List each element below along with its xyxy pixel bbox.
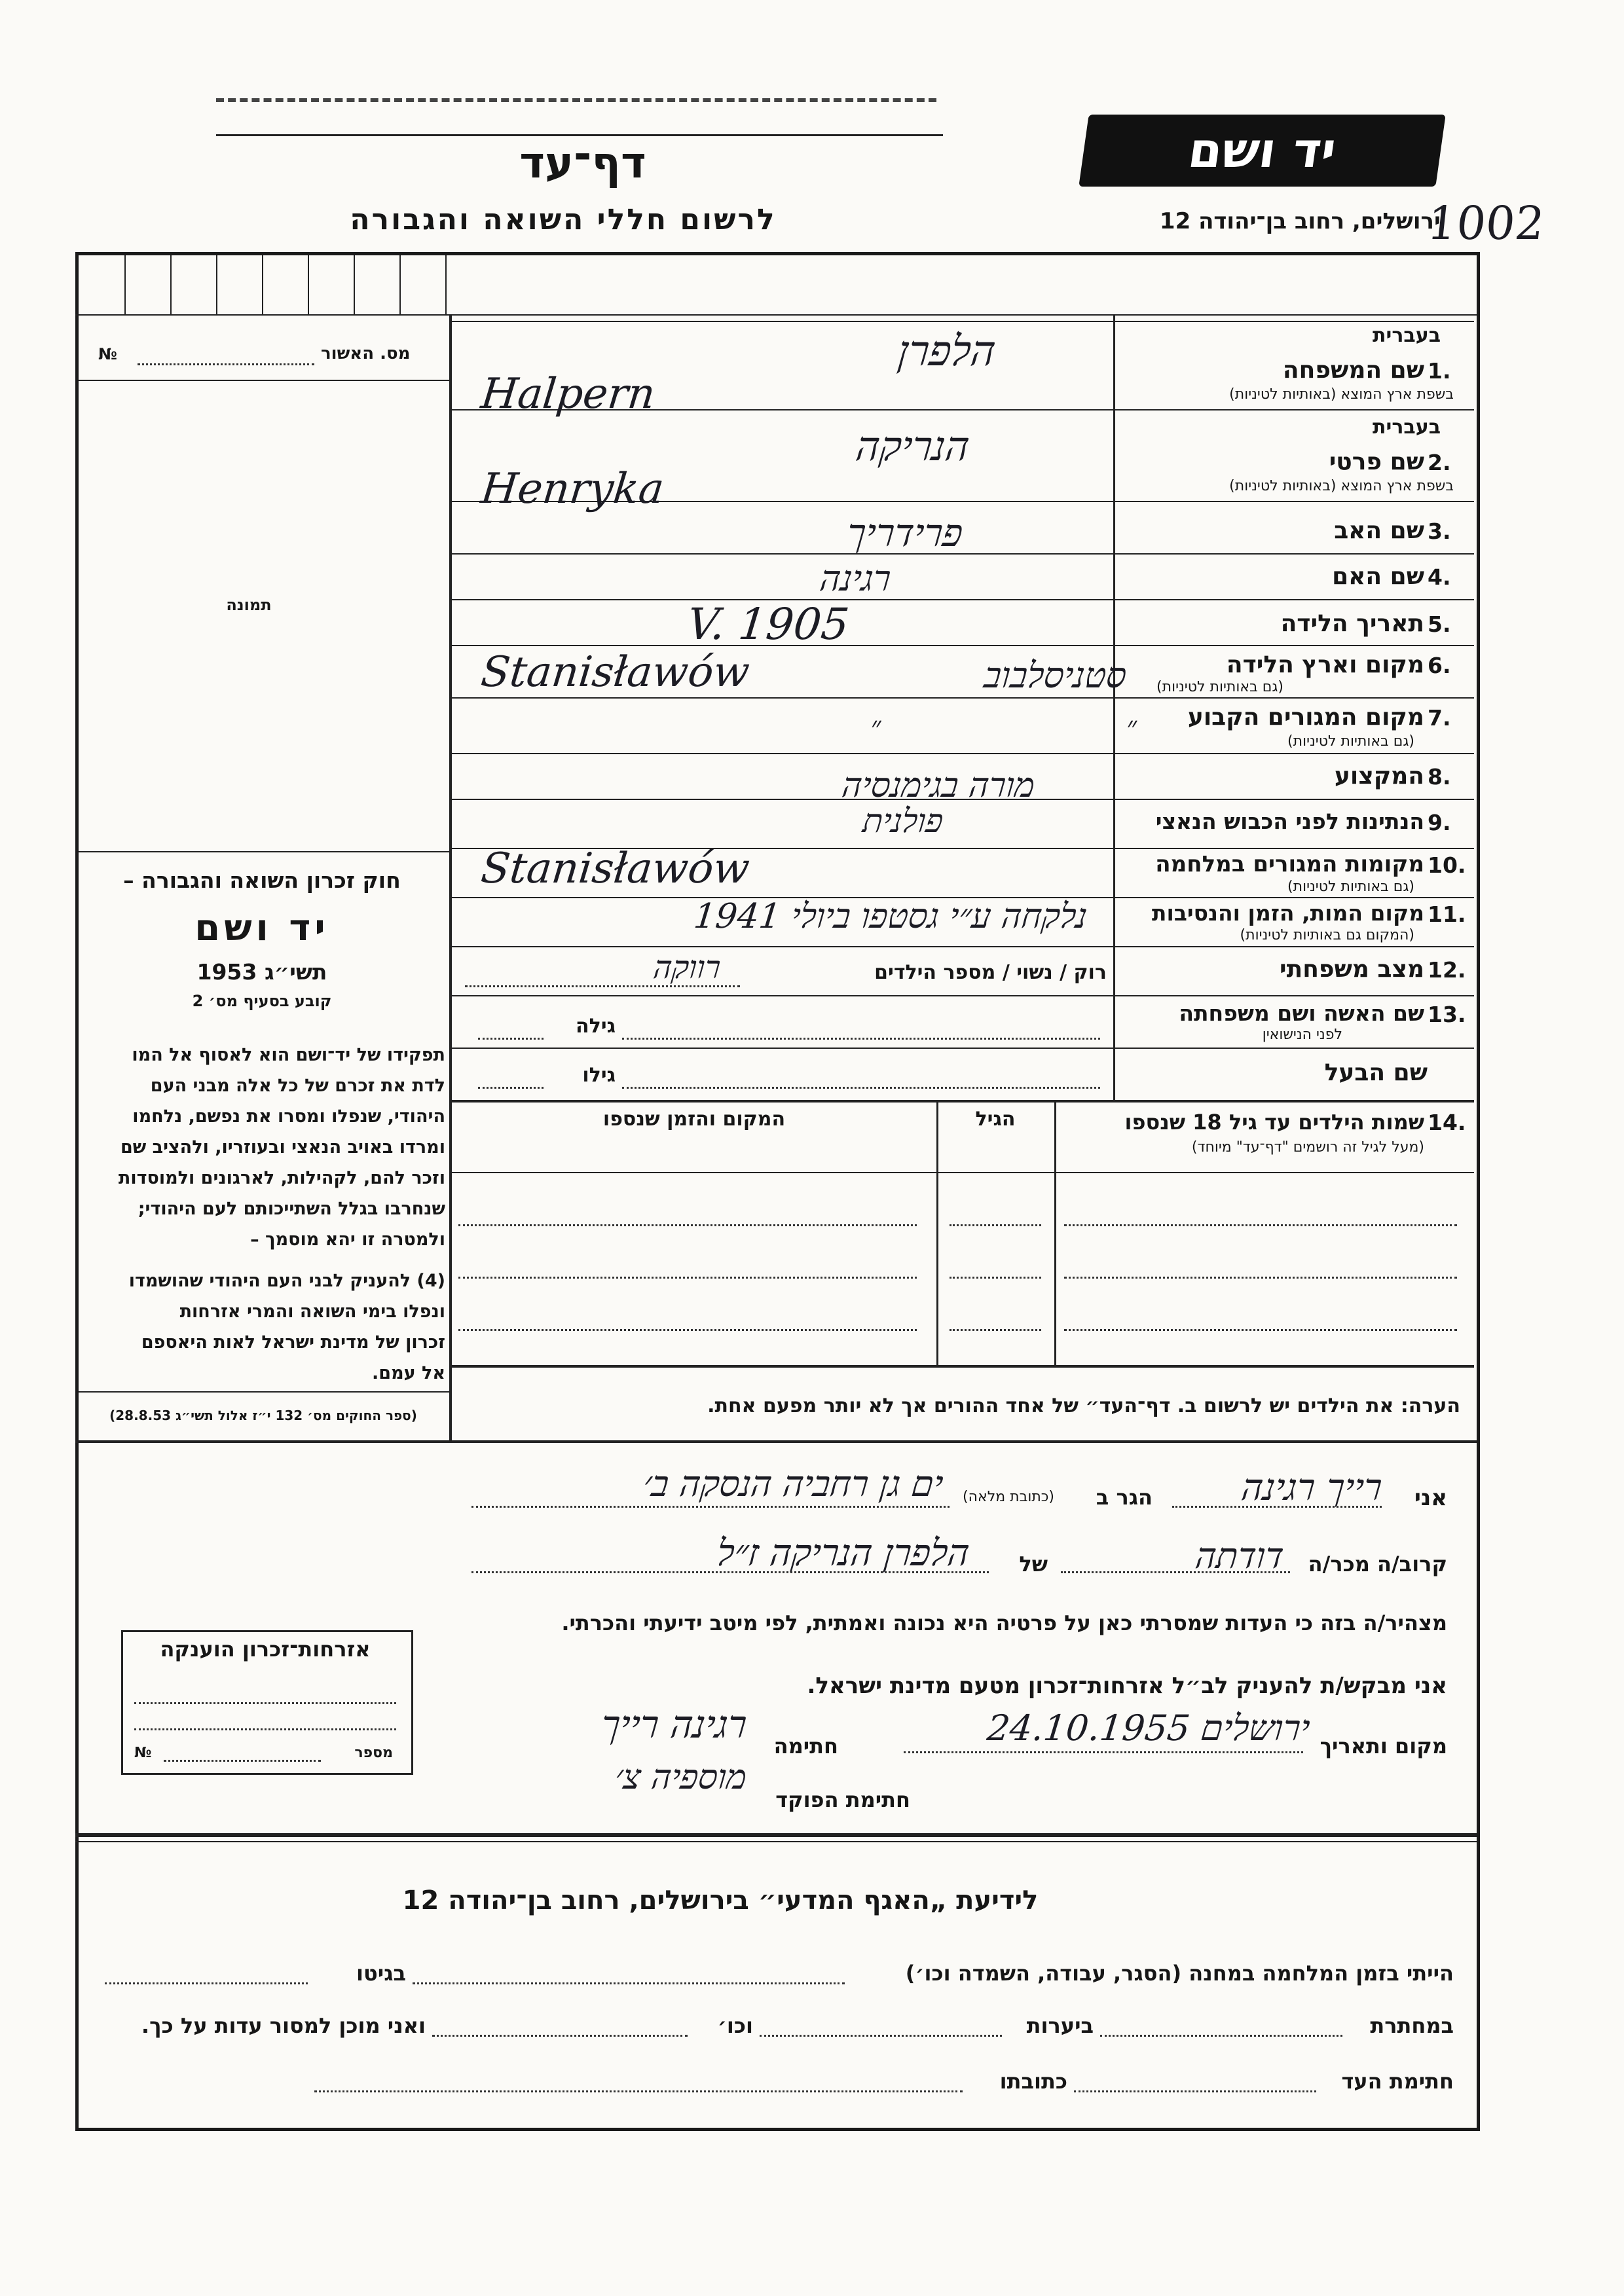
declarant-address: ים גן רחביה הנסקה ב׳	[641, 1463, 946, 1504]
husband-label: שם הבעל	[1324, 1059, 1428, 1086]
law-name: יד ושם	[194, 907, 329, 949]
law-title: חוק זכרון השואה והגבורה –	[123, 867, 401, 893]
field-3-label: שם האב	[1334, 517, 1424, 544]
statement: מצהיר/ה בזה כי העדות שמסרתי כאן על פרטיה היא נכונה ואמתית, לפי מיטב ידיעתי והכרתי.	[561, 1611, 1447, 1635]
field-11-label: מקום המות, הזמן והנסיבות	[1151, 900, 1424, 926]
field-6-value-lat: Stanisławów	[479, 648, 752, 697]
field-4-value: רגינה	[817, 558, 893, 599]
remark: הערה: את הילדים יש לרשום ב. דף־העד״ של אחד ההורים אך לא יותר מפעם אחת.	[707, 1394, 1460, 1417]
field-6-value-he: סטניסלבוב	[982, 655, 1129, 696]
footer-title: לידיעת „האגף המדעי״ בירושלים, רחוב בן־יהודה 12	[402, 1886, 1039, 1916]
field-7-value: ״ ״	[869, 710, 1258, 744]
header-fragment	[216, 98, 936, 113]
children-label: שמות הילדים עד גיל 18 שנספו	[1124, 1110, 1424, 1135]
form-number: 1002	[1424, 196, 1547, 250]
field-6-label: מקום וארץ הלידה	[1226, 651, 1424, 678]
field-12-label: מצב משפחתי	[1280, 956, 1424, 983]
law-source: (ספר החוקים מס׳ 132 י״ז אלול תשי״ג 28.8.53)	[109, 1408, 417, 1423]
declarant-name: רייך רגינה	[1239, 1467, 1384, 1509]
citizenship-title: אזרחות־זכרון הוענקה	[160, 1637, 371, 1662]
field-2-value-lat: Henryka	[479, 465, 667, 513]
field-10-value-lat: Stanisławów	[479, 845, 752, 893]
field-9-value: פולנית	[860, 802, 946, 840]
field-11-value: נלקחה ע״י גסטפו ביולי 1941	[692, 897, 1090, 936]
field-12-options: רוק / נשוי / מספר הילדים	[874, 961, 1107, 984]
field-13-label: שם האשה ושם משפחתה	[1179, 1000, 1424, 1026]
strip-bottom	[75, 314, 1477, 316]
left-column-divider	[449, 314, 452, 1440]
inspector-signature: מוספיה צ׳	[613, 1758, 749, 1797]
field-12-value: רווקה	[652, 949, 722, 986]
signature: רגינה רייך	[599, 1702, 749, 1747]
field-3-value: פרידריך	[845, 511, 965, 555]
field-5-label: תאריך הלידה	[1280, 610, 1424, 637]
field-1-value-lat: Halpern	[479, 370, 657, 418]
address: ירושלים, רחוב בן־יהודה 12	[1159, 208, 1441, 234]
field-1-value-he: הלפרן	[895, 327, 998, 376]
deceased-name: הלפרן הנריקה ז״ל	[714, 1532, 972, 1575]
field-5-value: V. 1905	[684, 599, 852, 649]
field-4-label: שם האם	[1332, 563, 1424, 590]
law-text: תפקידו של יד־ושם הוא לאסוף אל המו לדת את זכרם של כל אלה מבני העם היהודי, שנפלו ומסרו את נפשם, נלחמו ומרדו באויב הנאצי ובעוזריו, ולהציב שם וזכר להם, לקהילות, לארגונים ולמוסדות שנחרבו בגלל השתייכותם לעם היהודי; ולמטרה זו יהא מוסמך – (4) להעניק לבני העם היהודי שהושמדו ונפלו בימי השואה והמרי אזרחות זכרון של מדינת ישראל לאות היאספם אל עמם.	[118, 1045, 445, 1383]
field-1-label: שם המשפחה	[1282, 357, 1424, 384]
field-7-label: מקום המגורים הקבוע	[1187, 704, 1424, 731]
children-col-place: המקום והזמן שנספו	[602, 1108, 786, 1131]
approval-no: №	[98, 345, 117, 363]
field-9-label: הנתינות לפני הכבוש הנאצי	[1155, 809, 1424, 834]
relation: דודתה	[1193, 1535, 1286, 1576]
header-rule	[216, 134, 943, 136]
field-2-label: שם פרטי	[1329, 448, 1424, 475]
logo: יד ושם	[1079, 115, 1445, 187]
field-8-label: המקצוע	[1334, 763, 1424, 790]
children-col-age: הגיל	[975, 1108, 1016, 1131]
place-date: ירושלים 24.10.1955	[985, 1707, 1312, 1749]
form-subtitle: לרשום חללי השואה והגבורה	[350, 203, 777, 236]
photo-label: תמונה	[226, 596, 272, 614]
field-2-value-he: הנריקה	[853, 422, 972, 470]
field-8-value: מורה בגימנסיה	[840, 766, 1037, 805]
request: אני מבקש/ת להעניק לב״ל אזרחות־זכרון מטעם מדינת ישראל.	[807, 1673, 1447, 1699]
field-10-label: מקומות המגורים במלחמה	[1155, 851, 1424, 877]
form-title: דף־עד	[519, 137, 646, 188]
law-year: תשי״ג 1953	[196, 959, 327, 985]
approval-label: מס. האשור	[321, 344, 411, 363]
law-clause: קובע בסעיף מס׳ 2	[192, 992, 332, 1010]
label-column-divider	[1113, 314, 1115, 1100]
